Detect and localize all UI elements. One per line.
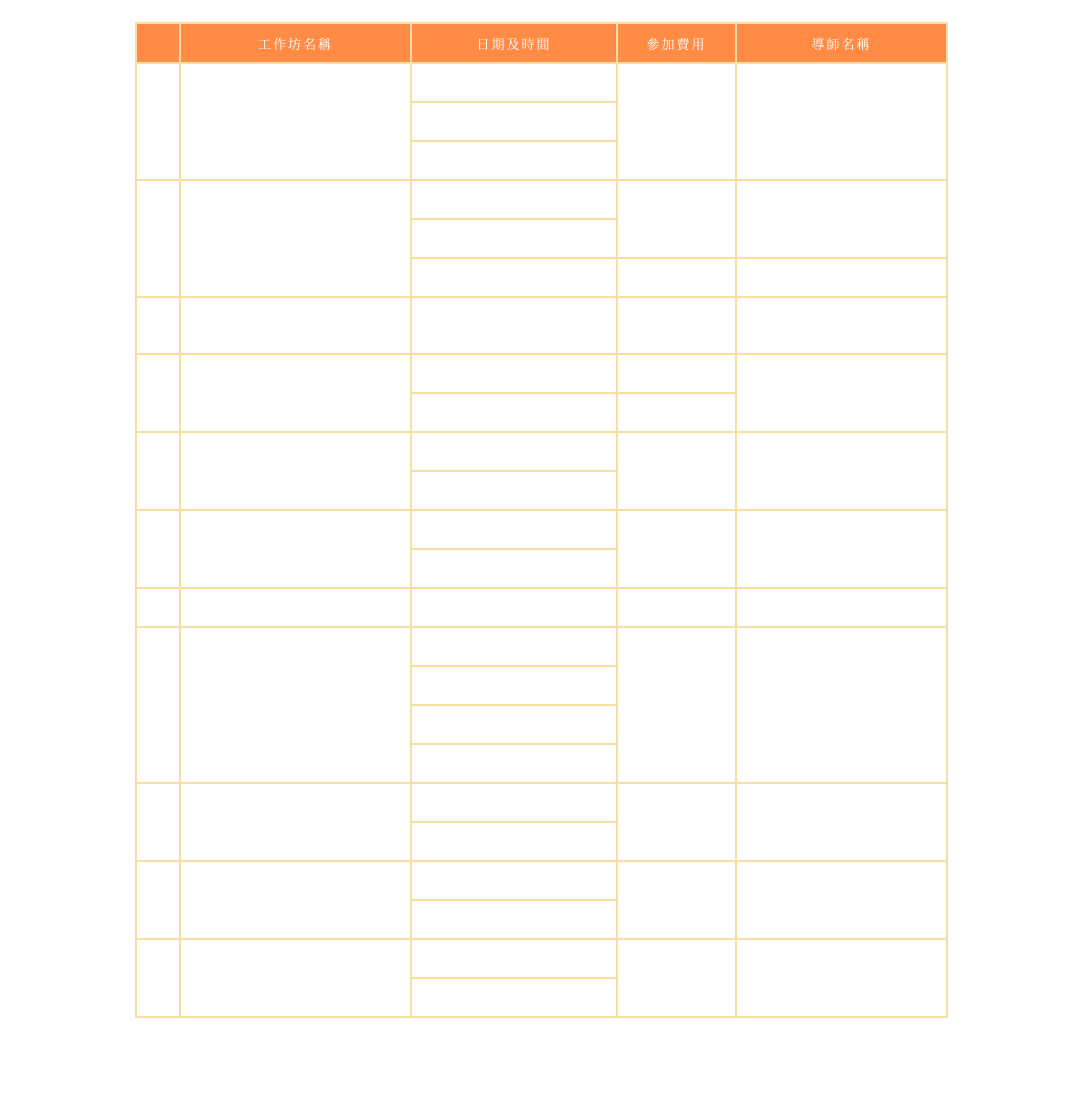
table-row [136, 861, 947, 900]
cell-date-time [411, 627, 617, 666]
cell-workshop-name [180, 861, 411, 939]
cell-fee [617, 432, 736, 510]
cell-tutor [736, 939, 947, 1017]
cell-fee [617, 258, 736, 297]
cell-index [136, 588, 180, 627]
cell-fee [617, 180, 736, 258]
table-row [136, 510, 947, 549]
table-row [136, 627, 947, 666]
cell-fee [617, 588, 736, 627]
cell-fee [617, 627, 736, 783]
cell-date-time [411, 900, 617, 939]
cell-tutor [736, 861, 947, 939]
cell-fee [617, 63, 736, 180]
workshop-schedule-page [135, 22, 946, 1018]
cell-date-time [411, 861, 617, 900]
cell-tutor [736, 258, 947, 297]
cell-index [136, 939, 180, 1017]
header-index [136, 23, 180, 63]
cell-tutor [736, 297, 947, 354]
table-row [136, 297, 947, 354]
cell-date-time [411, 393, 617, 432]
cell-fee [617, 783, 736, 861]
cell-date-time [411, 63, 617, 102]
cell-index [136, 63, 180, 180]
cell-workshop-name [180, 627, 411, 783]
header-workshop-name: 工作坊名稱 [180, 23, 411, 63]
table-header-row [136, 23, 947, 63]
table-row [136, 939, 947, 978]
cell-tutor [736, 510, 947, 588]
cell-tutor [736, 627, 947, 783]
cell-date-time [411, 666, 617, 705]
table-row [136, 432, 947, 471]
cell-date-time [411, 744, 617, 783]
cell-index [136, 354, 180, 432]
cell-tutor [736, 63, 947, 180]
cell-tutor [736, 354, 947, 432]
cell-date-time [411, 978, 617, 1017]
cell-date-time [411, 588, 617, 627]
table-row [136, 783, 947, 822]
cell-tutor [736, 588, 947, 627]
cell-workshop-name [180, 297, 411, 354]
cell-fee [617, 354, 736, 393]
cell-workshop-name [180, 783, 411, 861]
cell-workshop-name [180, 63, 411, 180]
cell-date-time [411, 822, 617, 861]
table-row [136, 354, 947, 393]
table-row [136, 180, 947, 219]
table-row [136, 588, 947, 627]
cell-date-time [411, 471, 617, 510]
header-fee: 參加費用 [617, 23, 736, 63]
cell-date-time [411, 549, 617, 588]
cell-date-time [411, 432, 617, 471]
cell-workshop-name [180, 180, 411, 297]
cell-date-time [411, 141, 617, 180]
cell-fee [617, 297, 736, 354]
cell-date-time [411, 705, 617, 744]
workshop-schedule-table [135, 22, 948, 1018]
table-row [136, 63, 947, 102]
cell-date-time [411, 219, 617, 258]
cell-fee [617, 510, 736, 588]
header-tutor: 導師名稱 [736, 23, 947, 63]
cell-index [136, 861, 180, 939]
cell-date-time [411, 297, 617, 354]
cell-workshop-name [180, 354, 411, 432]
cell-fee [617, 861, 736, 939]
cell-tutor [736, 180, 947, 258]
cell-date-time [411, 510, 617, 549]
cell-workshop-name [180, 510, 411, 588]
cell-index [136, 180, 180, 297]
header-date-time: 日期及時間 [411, 23, 617, 63]
cell-workshop-name [180, 939, 411, 1017]
cell-date-time [411, 102, 617, 141]
cell-date-time [411, 783, 617, 822]
cell-date-time [411, 354, 617, 393]
cell-index [136, 297, 180, 354]
cell-date-time [411, 258, 617, 297]
cell-fee [617, 393, 736, 432]
cell-index [136, 510, 180, 588]
cell-tutor [736, 432, 947, 510]
cell-date-time [411, 180, 617, 219]
cell-workshop-name [180, 588, 411, 627]
cell-tutor [736, 783, 947, 861]
cell-workshop-name [180, 432, 411, 510]
cell-fee [617, 939, 736, 1017]
cell-index [136, 783, 180, 861]
cell-index [136, 627, 180, 783]
cell-index [136, 432, 180, 510]
cell-date-time [411, 939, 617, 978]
